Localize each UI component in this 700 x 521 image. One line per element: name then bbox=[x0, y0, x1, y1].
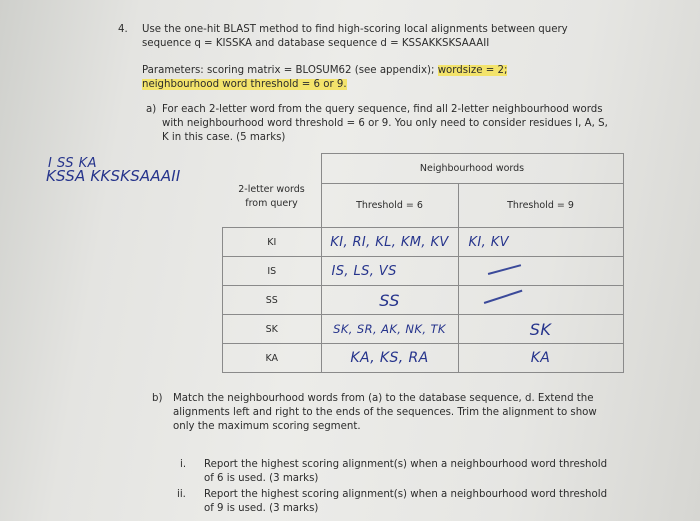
part-a-line-2: with neighbourhood word threshold = 6 or 9. You only need to consider residues I, A, S, bbox=[162, 118, 608, 129]
margin-note-query: I SS KA bbox=[48, 156, 98, 171]
row-word: KI bbox=[223, 228, 322, 257]
parameters-line: Parameters: scoring matrix = BLOSUM62 (see appendix); wordsize = 2; bbox=[142, 65, 508, 76]
row-t6: KI, RI, KL, KM, KV bbox=[321, 228, 458, 257]
part-a-line-3: K in this case. (5 marks) bbox=[162, 132, 286, 143]
question-line-2: sequence q = KISSKA and database sequence d = KSSAKKSKSAAAII bbox=[142, 38, 490, 49]
col-header-t6: Threshold = 6 bbox=[321, 184, 458, 228]
part-b-i-num: i. bbox=[180, 459, 187, 470]
table-row bbox=[223, 228, 624, 257]
question-line-1: Use the one-hit BLAST method to find high-scoring local alignments between query bbox=[142, 24, 568, 35]
row-t6: KA, KS, RA bbox=[321, 344, 458, 373]
row-t9: SK bbox=[458, 315, 623, 344]
part-b-ii-line-1: Report the highest scoring alignment(s) when a neighbourhood word threshold bbox=[204, 489, 608, 500]
row-t9: KA bbox=[458, 344, 623, 373]
part-b-line-1: Match the neighbourhood words from (a) to the database sequence, d. Extend the bbox=[173, 393, 594, 404]
col-header-word: 2-letter words from query bbox=[223, 154, 322, 228]
question-number: 4. bbox=[118, 24, 128, 35]
row-t6: IS, LS, VS bbox=[321, 257, 458, 286]
row-word: IS bbox=[223, 257, 322, 286]
database-sequence: d = KSSAKKSKSAAAII bbox=[380, 38, 490, 49]
part-b-i-line-1: Report the highest scoring alignment(s) when a neighbourhood word threshold bbox=[204, 459, 608, 470]
table-row bbox=[223, 315, 624, 344]
row-t6: SS bbox=[321, 286, 458, 315]
row-word: KA bbox=[223, 344, 322, 373]
part-b-line-3: only the maximum scoring segment. bbox=[173, 421, 361, 432]
part-a-line-1: For each 2-letter word from the query sequence, find all 2-letter neighbourhood words bbox=[162, 104, 603, 115]
margin-note-database: KSSA KKSKSAAAII bbox=[46, 167, 181, 185]
neighbourhood-table bbox=[222, 153, 624, 373]
query-sequence: q = KISSKA bbox=[194, 38, 252, 49]
row-word: SS bbox=[223, 286, 322, 315]
col-header-t9: Threshold = 9 bbox=[458, 184, 623, 228]
row-t6: SK, SR, AK, NK, TK bbox=[321, 315, 458, 344]
table-row bbox=[223, 344, 624, 373]
part-b-line-2: alignments left and right to the ends of the sequences. Trim the alignment to show bbox=[173, 407, 597, 418]
row-t9 bbox=[458, 257, 623, 286]
col-header-group: Neighbourhood words bbox=[321, 154, 623, 184]
part-b-ii-num: ii. bbox=[177, 489, 186, 500]
threshold-highlight: neighbourhood word threshold = 6 or 9. bbox=[142, 79, 347, 90]
table-row bbox=[223, 286, 624, 315]
row-word: SK bbox=[223, 315, 322, 344]
row-t9 bbox=[458, 286, 623, 315]
part-b-i-line-2: of 6 is used. (3 marks) bbox=[204, 473, 319, 484]
part-b-ii-line-2: of 9 is used. (3 marks) bbox=[204, 503, 319, 514]
table-row bbox=[223, 257, 624, 286]
part-a-label: a) bbox=[146, 104, 157, 115]
part-b-label: b) bbox=[152, 393, 163, 404]
row-t9: KI, KV bbox=[458, 228, 623, 257]
wordsize-highlight: wordsize = 2; bbox=[437, 65, 508, 76]
threshold-line bbox=[142, 78, 347, 92]
